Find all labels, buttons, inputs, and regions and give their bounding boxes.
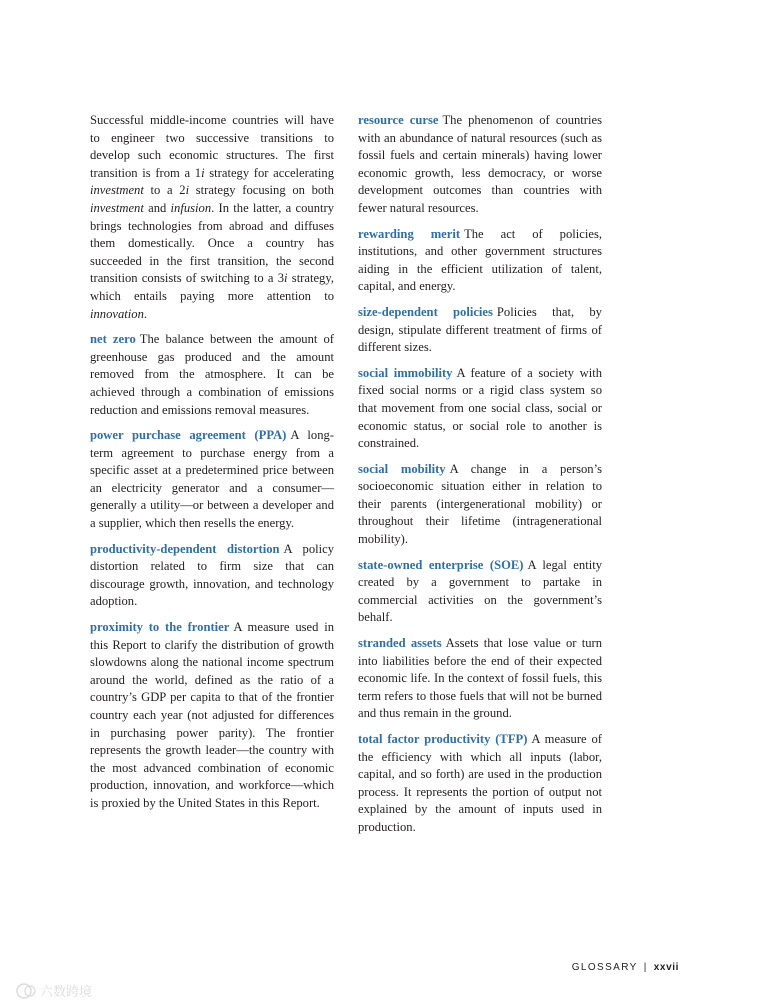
glossary-entry bbox=[90, 427, 334, 533]
watermark-text: 六数跨境 bbox=[40, 985, 93, 1000]
glossary-definition: A feature of a society with fixed social norms or a rigid class system so that movement from one social class, social or economic status, or social role to another is constrained. bbox=[358, 365, 602, 451]
glossary-definition: A measure used in this Report to clarify the distribution of growth slowdowns along the national income spectrum around the world, defined as the ratio of a country’s GDP per capita to that of the frontier country each year (not adjusted for differences in purchasing power parity). The frontier represents the growth leader—the country with the most advanced combination of economic production, innovation, and workforce—which is proxied by the United States in this Report. bbox=[90, 620, 334, 810]
glossary-term: productivity-dependent distortion bbox=[90, 541, 280, 556]
glossary-term: size-dependent policies bbox=[358, 304, 493, 319]
watermark-logo-icon bbox=[14, 980, 124, 1002]
intro-text: strategy, which entails paying more attention to bbox=[90, 271, 334, 303]
footer-separator: | bbox=[643, 962, 648, 973]
glossary-term: resource curse bbox=[358, 113, 439, 127]
intro-emphasis: infusion bbox=[170, 200, 212, 215]
intro-emphasis: i bbox=[201, 165, 205, 180]
intro-emphasis: innovation bbox=[90, 306, 144, 321]
glossary-term: social immobility bbox=[358, 365, 453, 380]
left-glossary-entries bbox=[90, 331, 334, 812]
left-column bbox=[90, 112, 334, 821]
intro-emphasis: investment bbox=[90, 200, 144, 215]
glossary-definition: The phenomenon of countries with an abundance of natural resources (such as fossil fuels and certain minerals) having lower economic growth, less democracy, or worse development outcomes than countries with fewer natural resources. bbox=[358, 113, 602, 215]
intro-text: strategy focusing on both bbox=[189, 183, 334, 198]
intro-emphasis: investment bbox=[90, 183, 144, 198]
glossary-entry bbox=[90, 331, 334, 419]
right-column bbox=[358, 112, 602, 845]
glossary-entry bbox=[358, 365, 602, 453]
page-footer bbox=[572, 962, 679, 973]
glossary-definition: A change in a person’s socioeconomic situation either in relation to their parents (intergenerational mobility) or throughout their lifetime (intragenerational mobility). bbox=[358, 461, 602, 547]
intro-emphasis: i bbox=[284, 271, 288, 286]
glossary-definition: A legal entity created by a government to partake in commercial activities on the government’s behalf. bbox=[358, 557, 602, 625]
glossary-entry bbox=[358, 461, 602, 549]
glossary-entry bbox=[358, 226, 602, 296]
intro-text: strategy for accelerating bbox=[204, 165, 334, 180]
intro-text: and bbox=[143, 200, 171, 215]
glossary-term: social mobility bbox=[358, 461, 446, 476]
glossary-definition: A measure of the efficiency with which all inputs (labor, capital, and so forth) are used in the production process. It represents the portion of output not explained by the amount of inputs used in production. bbox=[358, 732, 602, 834]
glossary-definition: A long-term agreement to purchase energy from a specific asset at a predetermined price between an electricity generator and a consumer—generally a utility—or between a developer and a supplier, which then resells the energy. bbox=[90, 428, 334, 531]
glossary-term: state-owned enterprise (SOE) bbox=[358, 557, 524, 572]
intro-emphasis: i bbox=[185, 183, 190, 198]
page-number: xxvii bbox=[653, 962, 679, 973]
glossary-term: stranded assets bbox=[358, 636, 442, 651]
glossary-term: total factor productivity (TFP) bbox=[358, 732, 528, 746]
glossary-definition: The act of policies, institutions, and other government structures aiding in the efficient utilization of talent, capital, and energy. bbox=[358, 226, 603, 294]
glossary-entry bbox=[90, 619, 334, 813]
glossary-entry bbox=[358, 112, 602, 218]
footer-section-label: GLOSSARY bbox=[571, 962, 638, 973]
right-glossary-entries bbox=[358, 112, 602, 837]
intro-text: to a 2 bbox=[143, 183, 186, 198]
glossary-definition: The balance between the amount of greenhouse gas produced and the amount removed from the atmosphere. It can be achieved through a combination of emissions reduction and emissions removal measures. bbox=[90, 332, 334, 417]
glossary-entry bbox=[90, 541, 334, 611]
intro-text: Successful middle-income countries will have to engineer two successive transitions to develop such economic structures. The first transition is from a 1 bbox=[90, 113, 334, 180]
glossary-entry bbox=[358, 304, 602, 357]
glossary-entry bbox=[358, 635, 602, 723]
glossary-definition: A policy distortion related to firm size that can discourage growth, innovation, and technology adoption. bbox=[90, 541, 335, 609]
watermark-logo bbox=[14, 980, 124, 1002]
glossary-definition: Policies that, by design, stipulate different treatment of firms of different sizes. bbox=[358, 304, 602, 355]
glossary-term: power purchase agreement (PPA) bbox=[90, 428, 287, 443]
glossary-term: net zero bbox=[90, 332, 136, 347]
glossary-entry bbox=[358, 731, 602, 837]
glossary-term: rewarding merit bbox=[358, 226, 461, 241]
intro-text: . bbox=[143, 306, 148, 321]
intro-text: . In the latter, a country brings technologies from abroad and diffuses them domestically. Once a country has succeeded in the first transition, the second transition consists of switching to a 3 bbox=[90, 200, 334, 286]
glossary-definition: Assets that lose value or turn into liabilities before the end of their expected economic life. In the context of fossil fuels, this term refers to those fuels that will not be burned and thus remain in the ground. bbox=[358, 636, 602, 721]
intro-paragraph bbox=[90, 112, 334, 323]
glossary-term: proximity to the frontier bbox=[90, 620, 230, 635]
glossary-entry bbox=[358, 557, 602, 627]
